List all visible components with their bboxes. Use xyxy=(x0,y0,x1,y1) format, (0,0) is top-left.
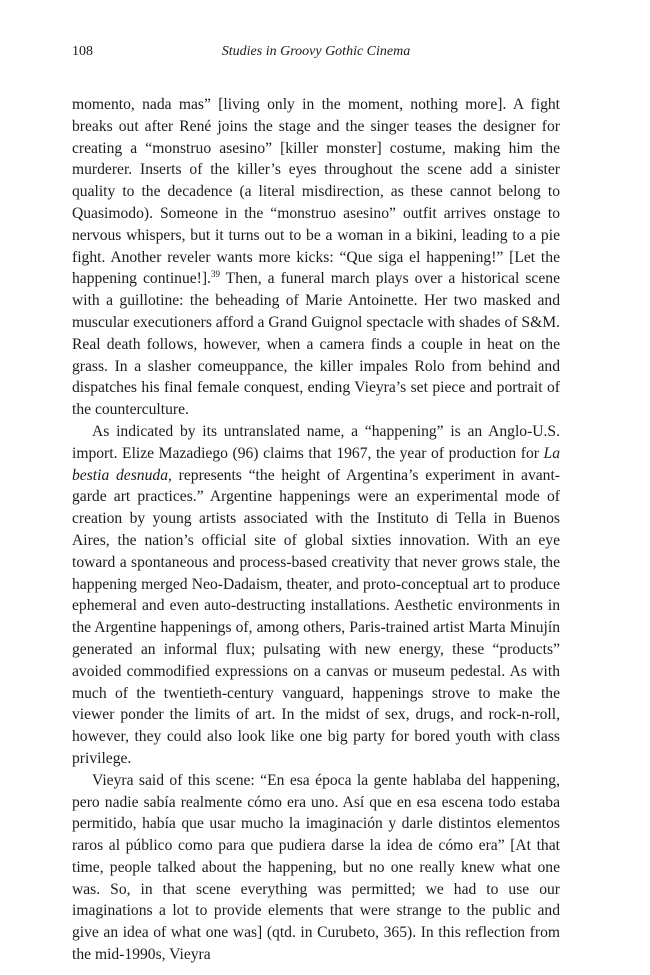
paragraph-1 xyxy=(72,94,560,421)
paragraph-2-text-a: As indicated by its untranslated name, a “happening” is an Anglo-U.S. import. Elize Mazadiego (96) claims that 1967, the year of production for xyxy=(72,422,560,462)
paragraph-1-text-a: momento, nada mas” [living only in the moment, nothing more]. A fight breaks out after René joins the stage and the singer teases the designer for creating a “monstruo asesino” [killer monster] costume, making him the murderer. Inserts of the killer’s eyes throughout the scene add a sinister quality to the decadence (a literal misdirection, as these cannot belong to Quasimodo). Someone in the “monstruo asesino” outfit arrives onstage to nervous whispers, but it turns out to be a woman in a bikini, leading to a pie fight. Another reveler wants more kicks: “Que siga el happening!” [Let the happening continue!]. xyxy=(72,96,560,288)
page-header xyxy=(72,44,560,66)
footnote-marker: 39 xyxy=(210,269,220,280)
paragraph-2 xyxy=(72,421,560,770)
paragraph-1-text-b: Then, a funeral march plays over a historical scene with a guillotine: the beheading of Marie Antoinette. Her two masked and muscular executioners afford a Grand Guignol spectacle with shades of S&M. Real death follows, however, when a camera finds a couple in heat on the grass. In a slasher comeuppance, the killer impales Rolo from behind and dispatches his final female conquest, ending Vieyra’s set piece and portrait of the counterculture. xyxy=(72,270,560,419)
body-text xyxy=(72,94,560,966)
paragraph-3 xyxy=(72,770,560,966)
paragraph-3-text: Vieyra said of this scene: “En esa época la gente hablaba del happening, pero nadie sabía realmente cómo era uno. Así que en esa escena todo estaba permitido, había que usar mucho la imaginación y darle distintos elementos raros al público como para que pudiera darse la idea de cómo era” [At that time, people talked about the happening, but no one really knew what one was. So, in that scene everything was permitted; we had to use our imaginations a lot to provide elements that were strange to the public and give an idea of what one was] (qtd. in Curubeto, 365). In this reflection from the mid-1990s, Vieyra xyxy=(72,771,560,964)
film-title: La bestia desnuda xyxy=(72,444,560,484)
running-title: Studies in Groovy Gothic Cinema xyxy=(221,44,411,59)
book-page xyxy=(72,44,560,966)
page-number: 108 xyxy=(72,44,93,59)
paragraph-2-text-b: , represents “the height of Argentina’s experiment in avant-garde art practices.” Argentine happenings were an experimental mode of creation by young artists associated with the Instituto di Tella in Buenos Aires, the nation’s official site of global sixties innovation. With an eye toward a spontaneous and process-based creativity that never grows stale, the happening merged Neo-Dadaism, theater, and proto-conceptual art to produce ephemeral and even auto-destructing installations. Aesthetic environments in the Argentine happenings of, among others, Paris-trained artist Marta Minujín generated an informal flux; pulsating with new energy, these “products” avoided commodified expressions on a canvas or museum pedestal. As with much of the twentieth-century vanguard, happenings strove to make the viewer ponder the limits of art. In the midst of sex, drugs, and rock-n-roll, however, they could also look like one big party for bored youth with class privilege. xyxy=(72,466,560,767)
